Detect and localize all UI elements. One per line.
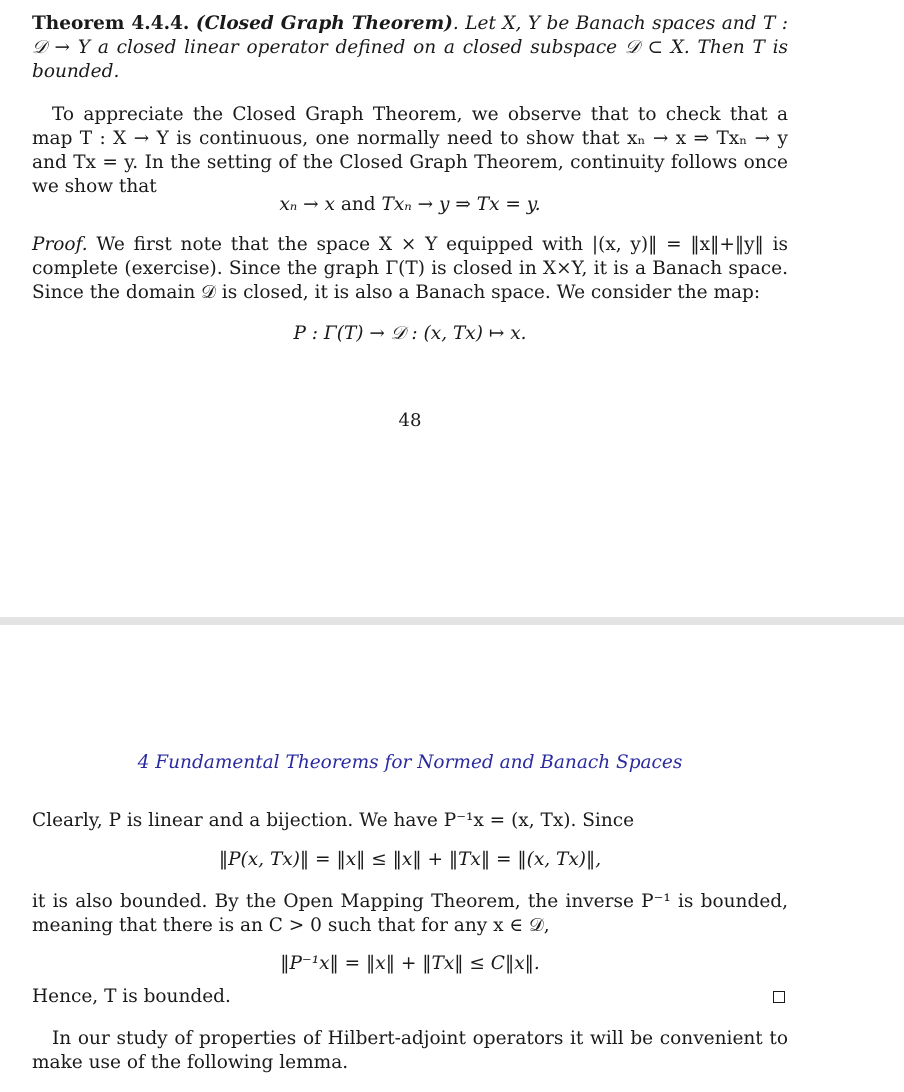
theorem-statement: . Let X, Y be Banach spaces and T : 𝒟 → Y a closed linear operator defined on a closed subspace 𝒟 ⊂ X. Then T is bounded. <box>32 13 788 82</box>
running-head-chapter-title[interactable]: 4 Fundamental Theorems for Normed and Banach Spaces <box>137 752 683 773</box>
paragraph-linear-bijection: Clearly, P is linear and a bijection. We have P⁻¹x = (x, Tx). Since <box>32 810 635 831</box>
theorem-label: Theorem 4.4.4. <box>32 13 190 34</box>
display-equation-map: P : Γ(T) → 𝒟 : (x, Tx) ↦ x. <box>293 323 527 344</box>
qed-box-icon <box>773 991 785 1003</box>
equation-rhs: Txₙ → y ⇒ Tx = y. <box>381 194 541 215</box>
paragraph-open-mapping: it is also bounded. By the Open Mapping Theorem, the inverse P⁻¹ is bounded, meaning that there is an C > 0 such that for any x ∈ 𝒟, <box>32 891 788 936</box>
page-separator <box>0 617 904 625</box>
proof-label: Proof. <box>32 234 88 255</box>
paragraph-conclusion: Hence, T is bounded. <box>32 986 231 1007</box>
theorem-name: (Closed Graph Theorem) <box>195 13 453 34</box>
paragraph-motivation: To appreciate the Closed Graph Theorem, we observe that to check that a map T : X → Y is continuous, one normally need to show that xₙ → x ⇒ Txₙ → y and Tx = y. In the setting of the Closed Graph Theorem, continuity follows once we show that <box>32 104 788 197</box>
display-equation-implication <box>32 193 788 217</box>
page-number: 48 <box>398 410 422 431</box>
proof-body: We first note that the space X × Y equipped with |(x, y)‖ = ‖x‖+‖y‖ is complete (exercise). Since the graph Γ(T) is closed in X×Y, it is a Banach space. Since the domain 𝒟 is closed, it is also a Banach space. We consider the map: <box>32 234 788 303</box>
equation-conjunction: and <box>334 194 382 215</box>
document-page-bottom <box>0 625 904 1092</box>
theorem-block <box>32 12 788 84</box>
display-equation-norm: ‖P(x, Tx)‖ = ‖x‖ ≤ ‖x‖ + ‖Tx‖ = ‖(x, Tx)‖, <box>218 849 602 870</box>
proof-block <box>32 233 788 305</box>
paragraph-lemma-intro: In our study of properties of Hilbert-adjoint operators it will be convenient to make use of the following lemma. <box>32 1028 788 1073</box>
equation-lhs: xₙ → x <box>279 194 335 215</box>
display-equation-inverse-bound: ‖P⁻¹x‖ = ‖x‖ + ‖Tx‖ ≤ C‖x‖. <box>280 953 540 974</box>
